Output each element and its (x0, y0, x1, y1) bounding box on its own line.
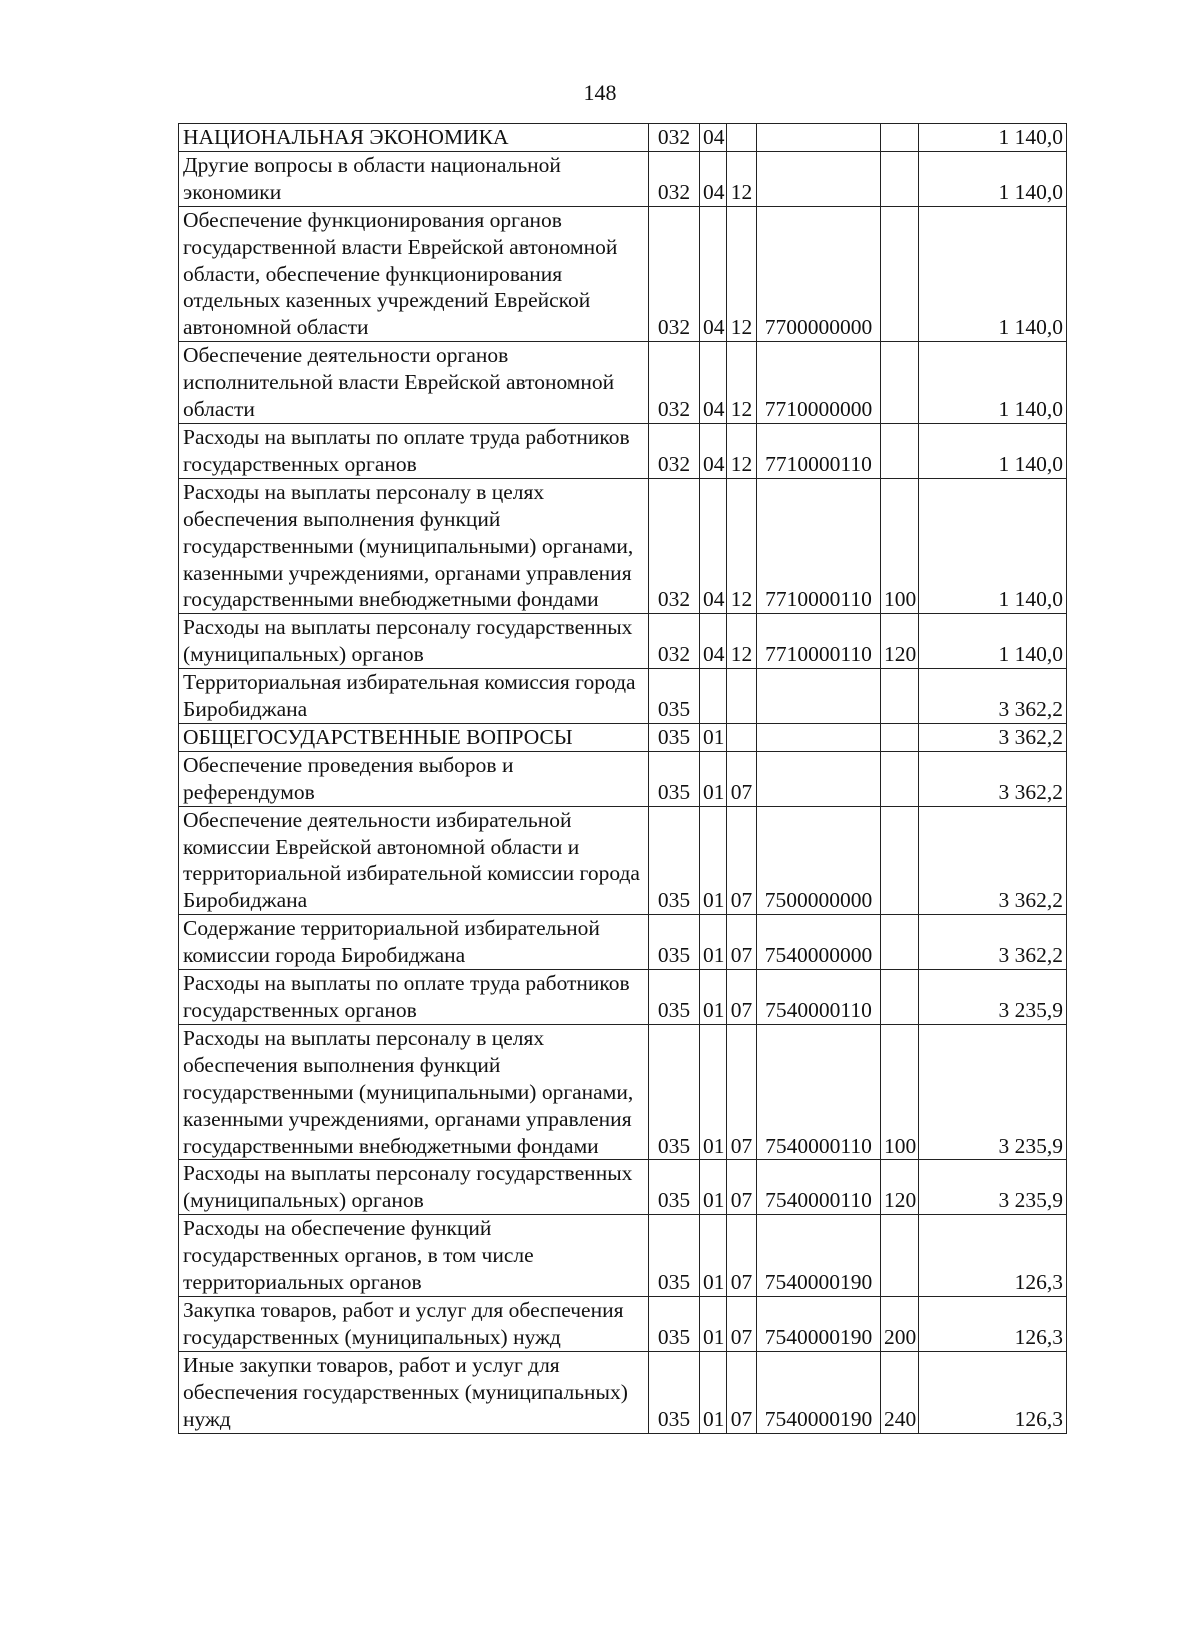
ved-code-cell: 035 (649, 1160, 700, 1215)
row-name-cell: Расходы на обеспечение функций государственных органов, в том числе территориальных органов (179, 1215, 649, 1297)
target-article-cell (757, 751, 881, 806)
row-name-cell: ОБЩЕГОСУДАРСТВЕННЫЕ ВОПРОСЫ (179, 723, 649, 751)
expense-type-cell (881, 151, 919, 206)
target-article-cell (757, 151, 881, 206)
expense-type-cell (881, 342, 919, 424)
table-row (179, 1215, 1067, 1297)
expense-type-cell: 100 (881, 1024, 919, 1160)
amount-cell: 1 140,0 (919, 342, 1067, 424)
table-row (179, 206, 1067, 342)
table-row (179, 970, 1067, 1025)
expense-type-cell: 240 (881, 1351, 919, 1433)
target-article-cell (757, 723, 881, 751)
table-row (179, 1296, 1067, 1351)
table-row (179, 1024, 1067, 1160)
row-name-cell: Расходы на выплаты по оплате труда работников государственных органов (179, 970, 649, 1025)
subsection-code-cell (727, 723, 757, 751)
table-row (179, 342, 1067, 424)
ved-code-cell: 035 (649, 1024, 700, 1160)
subsection-code-cell: 12 (727, 151, 757, 206)
amount-cell: 1 140,0 (919, 614, 1067, 669)
row-name-cell: Расходы на выплаты персоналу государственных (муниципальных) органов (179, 1160, 649, 1215)
target-article-cell (757, 124, 881, 152)
section-code-cell: 04 (700, 151, 727, 206)
section-code-cell: 04 (700, 478, 727, 614)
ved-code-cell: 032 (649, 423, 700, 478)
section-code-cell: 04 (700, 206, 727, 342)
row-name-cell: Иные закупки товаров, работ и услуг для обеспечения государственных (муниципальных) нужд (179, 1351, 649, 1433)
budget-table-body (179, 124, 1067, 1434)
section-code-cell: 01 (700, 915, 727, 970)
table-row (179, 723, 1067, 751)
table-row (179, 806, 1067, 915)
target-article-cell: 7540000000 (757, 915, 881, 970)
table-row (179, 915, 1067, 970)
section-code-cell: 04 (700, 423, 727, 478)
subsection-code-cell: 07 (727, 806, 757, 915)
amount-cell: 126,3 (919, 1351, 1067, 1433)
expense-type-cell (881, 1215, 919, 1297)
target-article-cell: 7710000110 (757, 614, 881, 669)
table-row (179, 151, 1067, 206)
section-code-cell (700, 669, 727, 724)
ved-code-cell: 035 (649, 1351, 700, 1433)
section-code-cell: 01 (700, 1160, 727, 1215)
amount-cell: 3 362,2 (919, 669, 1067, 724)
subsection-code-cell: 07 (727, 1215, 757, 1297)
expense-type-cell: 100 (881, 478, 919, 614)
amount-cell: 3 362,2 (919, 806, 1067, 915)
section-code-cell: 01 (700, 1296, 727, 1351)
subsection-code-cell: 12 (727, 614, 757, 669)
ved-code-cell: 035 (649, 806, 700, 915)
expense-type-cell: 120 (881, 614, 919, 669)
ved-code-cell: 032 (649, 124, 700, 152)
ved-code-cell: 035 (649, 915, 700, 970)
table-row (179, 751, 1067, 806)
section-code-cell: 01 (700, 751, 727, 806)
amount-cell: 3 362,2 (919, 751, 1067, 806)
amount-cell: 1 140,0 (919, 423, 1067, 478)
budget-table (178, 123, 1067, 1434)
section-code-cell: 01 (700, 1351, 727, 1433)
section-code-cell: 01 (700, 806, 727, 915)
row-name-cell: Обеспечение функционирования органов государственной власти Еврейской автономной области, обеспечение функционирования отдельных казенных учреждений Еврейской автономной области (179, 206, 649, 342)
subsection-code-cell (727, 669, 757, 724)
ved-code-cell: 032 (649, 342, 700, 424)
expense-type-cell (881, 124, 919, 152)
section-code-cell: 01 (700, 1024, 727, 1160)
amount-cell: 3 235,9 (919, 1024, 1067, 1160)
section-code-cell: 04 (700, 342, 727, 424)
subsection-code-cell: 07 (727, 1296, 757, 1351)
row-name-cell: Расходы на выплаты персоналу в целях обеспечения выполнения функций государственными (муниципальными) органами, казенными учреждениями, органами управления государственными внебюджетными фондами (179, 478, 649, 614)
row-name-cell: Территориальная избирательная комиссия города Биробиджана (179, 669, 649, 724)
target-article-cell: 7540000110 (757, 970, 881, 1025)
target-article-cell: 7700000000 (757, 206, 881, 342)
ved-code-cell: 032 (649, 206, 700, 342)
amount-cell: 3 235,9 (919, 970, 1067, 1025)
section-code-cell: 01 (700, 723, 727, 751)
subsection-code-cell: 12 (727, 423, 757, 478)
target-article-cell: 7500000000 (757, 806, 881, 915)
section-code-cell: 04 (700, 614, 727, 669)
expense-type-cell (881, 423, 919, 478)
ved-code-cell: 032 (649, 478, 700, 614)
row-name-cell: Расходы на выплаты по оплате труда работников государственных органов (179, 423, 649, 478)
expense-type-cell (881, 206, 919, 342)
expense-type-cell (881, 806, 919, 915)
row-name-cell: Обеспечение проведения выборов и референдумов (179, 751, 649, 806)
table-row (179, 669, 1067, 724)
subsection-code-cell: 07 (727, 751, 757, 806)
row-name-cell: Расходы на выплаты персоналу государственных (муниципальных) органов (179, 614, 649, 669)
expense-type-cell (881, 970, 919, 1025)
table-row (179, 1160, 1067, 1215)
ved-code-cell: 035 (649, 669, 700, 724)
subsection-code-cell: 12 (727, 342, 757, 424)
ved-code-cell: 035 (649, 1296, 700, 1351)
expense-type-cell (881, 669, 919, 724)
ved-code-cell: 032 (649, 614, 700, 669)
target-article-cell: 7710000110 (757, 478, 881, 614)
ved-code-cell: 035 (649, 723, 700, 751)
expense-type-cell (881, 751, 919, 806)
subsection-code-cell: 07 (727, 970, 757, 1025)
row-name-cell: Обеспечение деятельности избирательной комиссии Еврейской автономной области и территориальной избирательной комиссии города Биробиджана (179, 806, 649, 915)
section-code-cell: 01 (700, 1215, 727, 1297)
table-row (179, 1351, 1067, 1433)
amount-cell: 1 140,0 (919, 478, 1067, 614)
ved-code-cell: 035 (649, 970, 700, 1025)
section-code-cell: 01 (700, 970, 727, 1025)
row-name-cell: Расходы на выплаты персоналу в целях обеспечения выполнения функций государственными (муниципальными) органами, казенными учреждениями, органами управления государственными внебюджетными фондами (179, 1024, 649, 1160)
subsection-code-cell: 12 (727, 478, 757, 614)
target-article-cell: 7540000110 (757, 1160, 881, 1215)
table-row (179, 423, 1067, 478)
amount-cell: 3 235,9 (919, 1160, 1067, 1215)
section-code-cell: 04 (700, 124, 727, 152)
table-row (179, 614, 1067, 669)
target-article-cell: 7540000190 (757, 1296, 881, 1351)
table-row (179, 478, 1067, 614)
amount-cell: 126,3 (919, 1215, 1067, 1297)
amount-cell: 3 362,2 (919, 723, 1067, 751)
subsection-code-cell: 07 (727, 1024, 757, 1160)
target-article-cell: 7540000110 (757, 1024, 881, 1160)
row-name-cell: Другие вопросы в области национальной экономики (179, 151, 649, 206)
subsection-code-cell: 07 (727, 915, 757, 970)
amount-cell: 1 140,0 (919, 151, 1067, 206)
expense-type-cell: 200 (881, 1296, 919, 1351)
row-name-cell: Закупка товаров, работ и услуг для обеспечения государственных (муниципальных) нужд (179, 1296, 649, 1351)
amount-cell: 3 362,2 (919, 915, 1067, 970)
ved-code-cell: 035 (649, 1215, 700, 1297)
ved-code-cell: 032 (649, 151, 700, 206)
amount-cell: 126,3 (919, 1296, 1067, 1351)
row-name-cell: Содержание территориальной избирательной комиссии города Биробиджана (179, 915, 649, 970)
row-name-cell: НАЦИОНАЛЬНАЯ ЭКОНОМИКА (179, 124, 649, 152)
subsection-code-cell: 12 (727, 206, 757, 342)
expense-type-cell: 120 (881, 1160, 919, 1215)
expense-type-cell (881, 915, 919, 970)
target-article-cell (757, 669, 881, 724)
subsection-code-cell (727, 124, 757, 152)
expense-type-cell (881, 723, 919, 751)
ved-code-cell: 035 (649, 751, 700, 806)
table-row (179, 124, 1067, 152)
target-article-cell: 7710000000 (757, 342, 881, 424)
amount-cell: 1 140,0 (919, 124, 1067, 152)
row-name-cell: Обеспечение деятельности органов исполнительной власти Еврейской автономной области (179, 342, 649, 424)
subsection-code-cell: 07 (727, 1160, 757, 1215)
target-article-cell: 7710000110 (757, 423, 881, 478)
target-article-cell: 7540000190 (757, 1215, 881, 1297)
subsection-code-cell: 07 (727, 1351, 757, 1433)
target-article-cell: 7540000190 (757, 1351, 881, 1433)
page-number: 148 (583, 80, 617, 105)
amount-cell: 1 140,0 (919, 206, 1067, 342)
